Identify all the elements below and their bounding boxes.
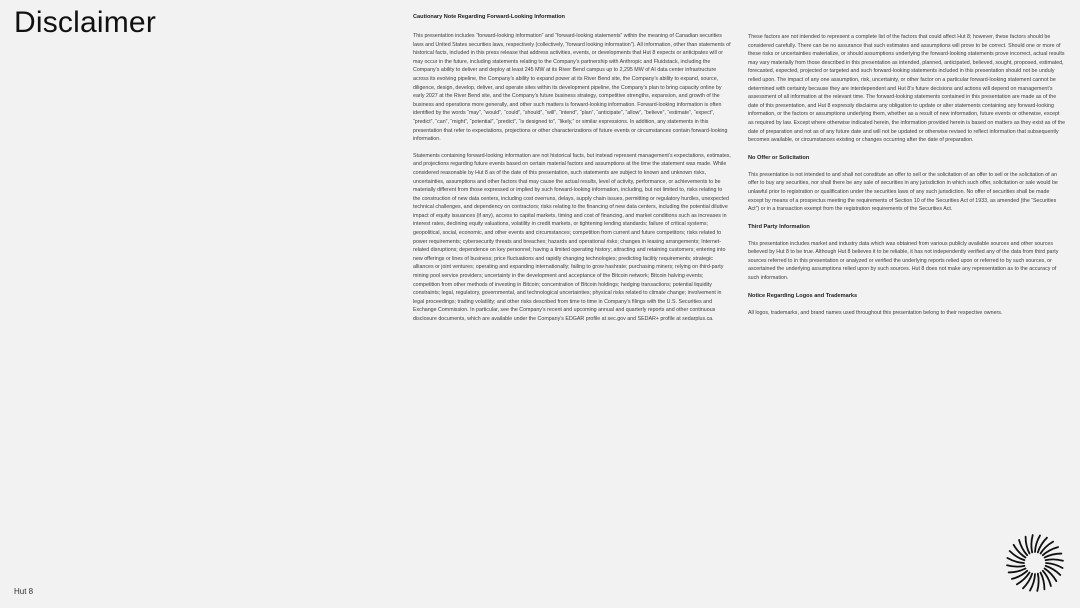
logo-ray [1046, 559, 1063, 560]
forward-looking-paragraph-1: This presentation includes “forward-looking information” and “forward-looking statements” within the meaning of Canadian securities laws and United States securities laws, respectively (collectively, “forward looking information”). All information, other than statements of historical facts, included in this press release that address activities, events, or developments that Hut 8 expects or anticipates will or may occur in the future, including statements relating to the Company’s partnership with Anthropic and Fluidstack, including the Company’s ability to deliver and deploy at least 245 MW at its River Bend campus up to 2,295 MW of AI data center infrastructure across its evolving pipeline, the Company’s ability to expand power at its River Bend site, the Company’s ability to expand, source, diligence, design, develop, deliver, and operate sites within its development pipeline, the Company’s plan to bring capacity online by early 2027 at the River Bend site, and the Company’s future business strategy, competitive strengths, expansion, and growth of the business and operations more generally, and other such matters is forward-looking information. Forward-looking information is often identified by the words “may”, “would”, “could”, “should”, “will”, “intend”, “plan”, “anticipate”, “allow”, “believe”, “estimate”, “expect”, “predict”, “can”, “might”, “potential”, “predict”, “is designed to”, “likely,” or similar expressions. In addition, any statements in this presentation that refer to expectations, projections or other characterizations of future events or circumstances contain forward-looking information. [413, 33, 731, 143]
third-party-heading: Third Party Information [748, 223, 810, 230]
forward-looking-paragraph-2: Statements containing forward-looking information are not historical facts, but instead represent management’s expectations, estimates, and projections regarding future events based on certain material factors and assumptions at the time the statement was made. While considered reasonable by Hut 8 as of the date of this presentation, such statements are subject to known and unknown risks, uncertainties, assumptions and other factors that may cause the actual results, level of activity, performance, or achievements to be materially different from those expressed or implied by such forward-looking information, including, but not limited to, risks relating to the construction of new data centers, including cost overruns, delays, supply chain issues, permitting or regulatory hurdles, unexpected technical challenges, and dependency on contractors; risks relating to the financing of new data centers, including the potential dilutive impact of equity issuances (if any), access to capital markets, timing and cost of financing, and market conditions such as increases in interest rates, declining equity valuations, volatility in credit markets, or tightening lending standards; failure of critical systems; geopolitical, social, economic, and other events and circumstances; competition from current and future competitors; risks related to power requirements; cybersecurity threats and breaches; hazards and operational risks; changes in leasing arrangements; Internet-related disruptions; dependence on key personnel; having a limited operating history; attracting and retaining customers; entering into new offerings or lines of business; price fluctuations and rapidly changing technologies; predicting facility requirements; strategic alliances or joint ventures; operating and expanding internationally; failing to grow hashrate; purchasing miners; relying on third-party mining pool service providers; uncertainty in the development and acceptance of the Bitcoin network; Bitcoin halving events; competition from other methods of investing in Bitcoin; concentration of Bitcoin holdings; hedging transactions; potential liquidity constraints; legal, regulatory, governmental, and technological uncertainties; physical risks related to climate change; involvement in legal proceedings; trading volatility; and other risks described from time to time in Company’s filings with the U.S. Securities and Exchange Commission. In particular, see the Company’s recent and upcoming annual and quarterly reports and other continuous disclosure documents, which are available under the Company’s EDGAR profile at sec.gov and SEDAR+ profile at sedarplus.ca. [413, 152, 731, 322]
risk-factors-paragraph: These factors are not intended to represent a complete list of the factors that could affect Hut 8; however, these factors should be considered carefully. There can be no assurance that such estimates and assumptions will prove to be correct. Should one or more of these risks or uncertainties materialize, or should assumptions underlying the forward-looking statements prove incorrect, actual results may vary materially from those described in this presentation as intended, planned, anticipated, believed, sought, proposed, estimated, forecasted, expected, projected or targeted and such forward-looking statements included in this presentation should not be unduly relied upon. The impact of any one assumption, risk, uncertainty, or other factor on a particular forward-looking statement cannot be determined with certainty because they are interdependent and Hut 8’s future decisions and actions will depend on management’s assessment of all information at the relevant time. The forward-looking statements contained in this presentation are made as of the date of this presentation, and Hut 8 expressly disclaims any obligation to update or alter statements containing any forward-looking information, or the factors or assumptions underlying them, whether as a result of new information, future events or otherwise, except as required by law. Except where otherwise indicated herein, the information provided herein is based on matters as they exist as of the date of preparation and not as of any future date and will not be updated or otherwise revised to reflect information that subsequently becomes available, or circumstances existing or changes occurring after the date of preparation. [748, 34, 1066, 144]
logos-trademarks-heading: Notice Regarding Logos and Trademarks [748, 292, 858, 299]
logo-ray [1031, 535, 1032, 552]
no-offer-heading: No Offer or Solicitation [748, 154, 810, 161]
logos-trademarks-paragraph: All logos, trademarks, and brand names used throughout this presentation belong to their respective owners. [748, 309, 1003, 316]
no-offer-paragraph: This presentation is not intended to and shall not constitute an offer to sell or the solicitation of an offer to sell or the solicitation of an offer to buy any securities, nor shall there be any sale of securities in any jurisdiction in which such offer, solicitation or sale would be unlawful prior to registration or qualification under the securities laws of any such jurisdiction. No offer of securities shall be made except by means of a prospectus meeting the requirements of Section 10 of the Securities Act of 1933, as amended (the “Securities Act”) or in a transaction exempt from the registration requirements of the Securities Act. [748, 171, 1058, 213]
logo-ray [1026, 537, 1030, 554]
footer-company-name: Hut 8 [14, 587, 34, 596]
forward-looking-heading: Cautionary Note Regarding Forward-Looking Information [413, 14, 565, 20]
page-title: Disclaimer [14, 6, 157, 39]
forward-looking-column [413, 13, 731, 332]
logo-ray [1009, 569, 1026, 573]
hut8-sunburst-logo-icon [1005, 533, 1065, 593]
disclaimer-right-column [748, 33, 1066, 325]
logo-ray [1007, 565, 1024, 566]
logo-ray [1041, 573, 1045, 590]
logo-ray [1037, 574, 1038, 591]
logo-ray [1045, 554, 1062, 558]
third-party-paragraph: This presentation includes market and industry data which was obtained from various publicly available sources and other sources believed by Hut 8 to be true. Although Hut 8 believes it to be reliable, it has not independently verified any of the data from third party sources referred to in this presentation or analyzed or verified the underlying reports relied upon or referred to by such sources, or ascertained the underlying assumptions relied upon by such sources. Hut 8 does not make any representation as to the accuracy of such information. [748, 240, 1059, 282]
